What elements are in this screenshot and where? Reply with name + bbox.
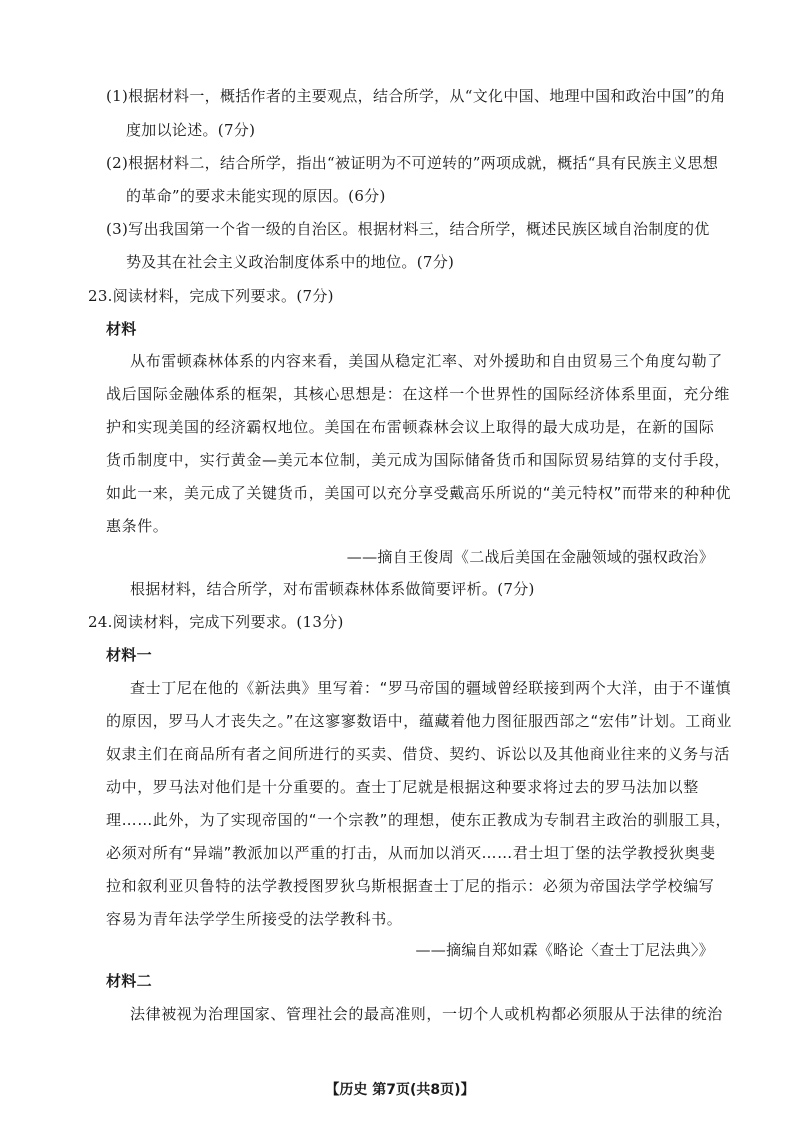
q24-material1-line: 拉和叙利亚贝鲁特的法学教授图罗狄乌斯根据查士丁尼的指示：必须为帝国法学学校编写 (106, 877, 715, 895)
q23-material-line: 护和实现美国的经济霸权地位。美国在布雷顿森林会议上取得的最大成功是，在新的国际 (106, 418, 715, 436)
q22-item-2-line-2: 的革命”的要求未能实现的原因。(6分) (126, 187, 386, 205)
q24-material2-label: 材料二 (106, 972, 152, 990)
q23-heading: 23.阅读材料，完成下列要求。(7分) (88, 287, 334, 305)
q23-task: 根据材料，结合所学，对布雷顿森林体系做简要评析。(7分) (130, 580, 535, 598)
q22-item-3-line-1: (3)写出我国第一个省一级的自治区。根据材料三，结合所学，概述民族区域自治制度的优 (106, 220, 710, 238)
q23-material-line: 从布雷顿森林体系的内容来看，美国从稳定汇率、对外援助和自由贸易三个角度勾勒了 (130, 352, 723, 370)
q24-material1-line: 动中，罗马法对他们是十分重要的。查士丁尼就是根据这种要求将过去的罗马法加以整 (106, 778, 699, 796)
q24-material1-line: 的原因，罗马人才丧失之。”在这寥寥数语中，蕴藏着他力图征服西部之“宏伟”计划。工商业 (106, 712, 733, 730)
q22-item-3-line-2: 势及其在社会主义政治制度体系中的地位。(7分) (126, 253, 455, 271)
q22-item-1-line-1: (1)根据材料一，概括作者的主要观点，结合所学，从“文化中国、地理中国和政治中国”的角 (106, 87, 726, 105)
page-footer: 【历史 第7页(共8页)】 (325, 1082, 475, 1098)
q23-material-line: 货币制度中，实行黄金—美元本位制，美元成为国际储备货币和国际贸易结算的支付手段， (106, 451, 731, 469)
q24-material1-label: 材料一 (106, 646, 152, 664)
q24-material1-line: 奴隶主们在商品所有者之间所进行的买卖、借贷、契约、诉讼以及其他商业往来的义务与活 (106, 745, 731, 763)
q24-source-citation: ——摘编自郑如霖《略论〈查士丁尼法典〉》 (415, 941, 714, 959)
q23-source-citation: ——摘自王俊周《二战后美国在金融领域的强权政治》 (346, 548, 714, 566)
q22-item-1-line-2: 度加以论述。(7分) (126, 121, 256, 139)
q23-material-label: 材料 (106, 320, 137, 338)
q24-material1-line: 容易为青年法学学生所接受的法学教科书。 (106, 910, 403, 928)
q23-material-line: 惠条件。 (106, 517, 169, 535)
q23-material-line: 战后国际金融体系的框架，其核心思想是：在这样一个世界性的国际经济体系里面，充分维 (106, 385, 731, 403)
q24-material1-line: 必须对所有“异端”教派加以严重的打击，从而加以消灭……君士坦丁堡的法学教授狄奥斐 (106, 844, 716, 862)
q24-heading: 24.阅读材料，完成下列要求。(13分) (88, 613, 344, 631)
q22-item-2-line-1: (2)根据材料二，结合所学，指出“被证明为不可逆转的”两项成就，概括“具有民族主义思想 (106, 154, 719, 172)
q23-material-line: 如此一来，美元成了关键货币，美国可以充分享受戴高乐所说的“美元特权”而带来的种种优 (106, 484, 732, 502)
q24-material1-line: 理……此外，为了实现帝国的“一个宗教”的理想，使东正教成为专制君主政治的驯服工具， (106, 811, 732, 829)
q24-material2-line: 法律被视为治理国家、管理社会的最高准则，一切个人或机构都必须服从于法律的统治 (130, 1005, 723, 1023)
q24-material1-line: 查士丁尼在他的《新法典》里写着：“罗马帝国的疆域曾经联接到两个大洋，由于不谨慎 (130, 679, 732, 697)
